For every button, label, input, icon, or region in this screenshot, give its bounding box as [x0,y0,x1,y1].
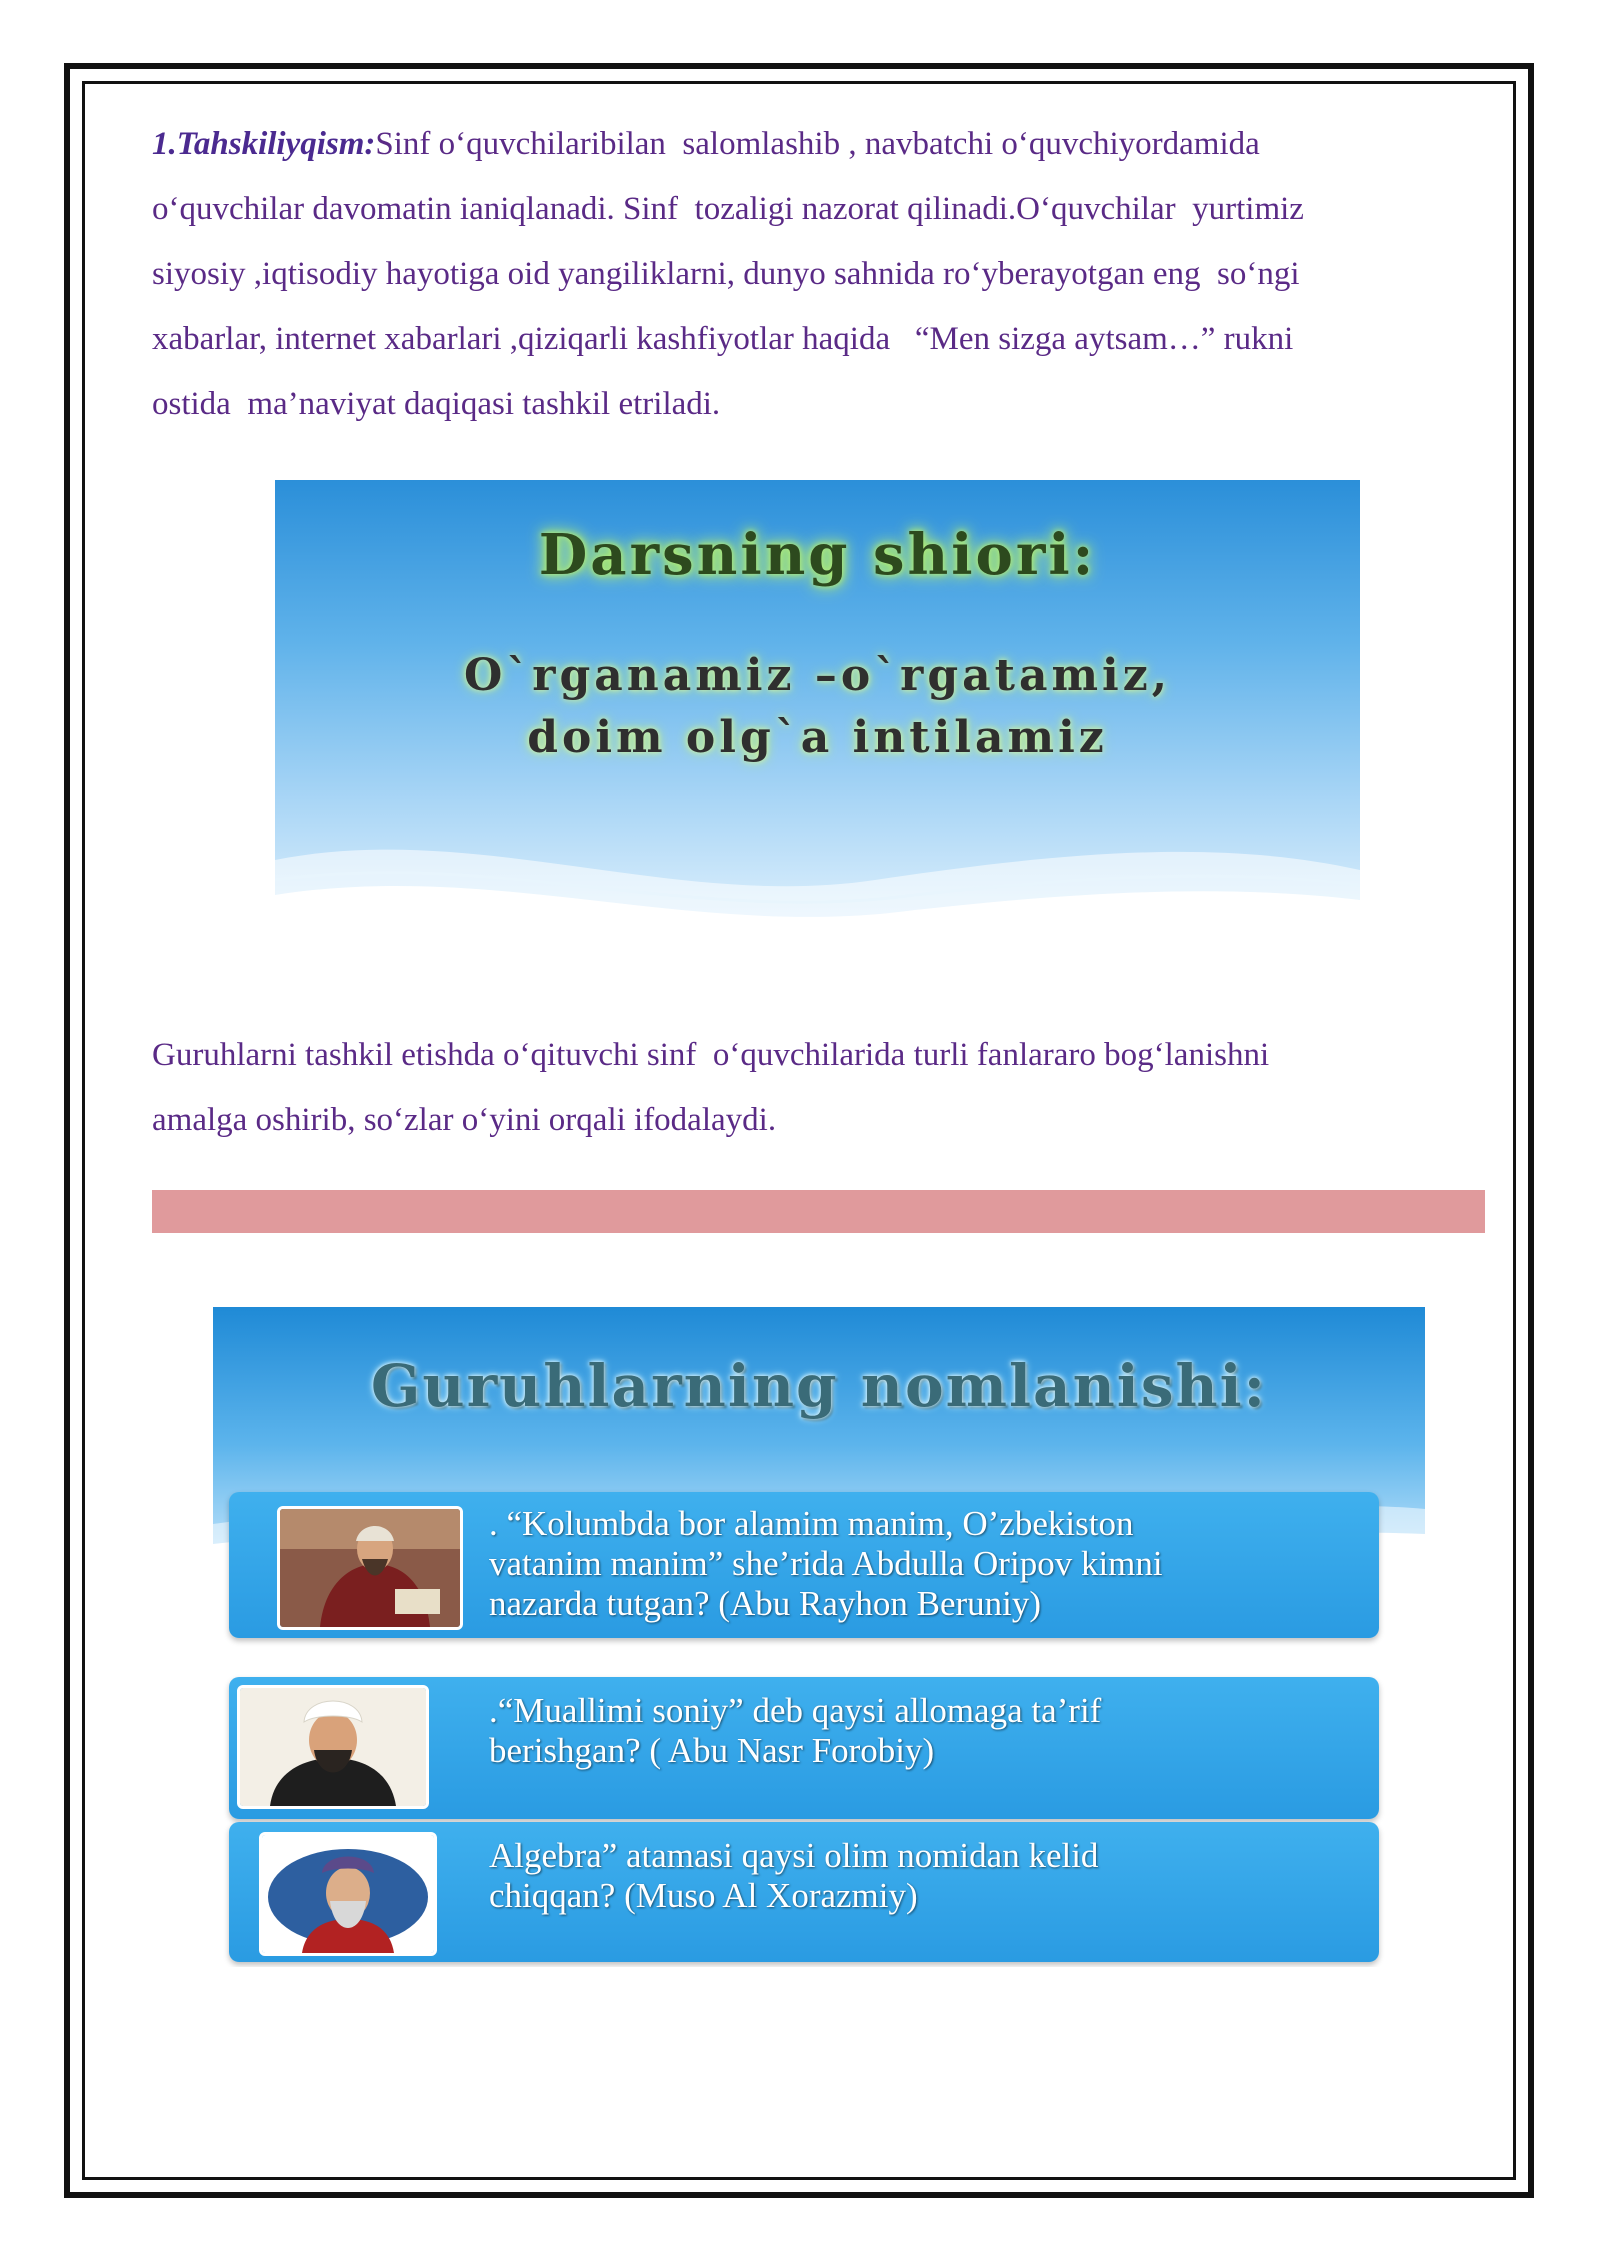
question-text [489,1836,1359,1916]
question-card [229,1492,1379,1638]
intro-line: o‘quvchilar davomatin ianiqlanadi. Sinf tozaligi nazorat qilinadi.O‘quvchilar yurtimiz [152,191,1304,227]
question-text [489,1504,1359,1624]
intro-line: siyosiy ,iqtisodiy hayotiga oid yangiliklarni, dunyo sahnida ro‘yberayotgan eng so‘ngi [152,256,1300,292]
scholar-portrait-icon [237,1685,429,1809]
question-line: . “Kolumbda bor alamim manim, O’zbekiston [489,1504,1134,1543]
intro-line: ostida ma’naviyat daqiqasi tashkil etriladi. [152,386,721,422]
groups-slide-title: Guruhlarning nomlanishi: [370,1352,1268,1420]
question-card [229,1677,1379,1819]
groups-line: Guruhlarni tashkil etishda o‘qituvchi sinf o‘quvchilarida turli fanlararo bog‘lanishni [152,1037,1270,1073]
question-line: Algebra” atamasi qaysi olim nomidan kelid [489,1836,1099,1875]
motto-title: Darsning shiori: [538,522,1097,588]
motto-slide [275,480,1360,940]
intro-line: Sinf o‘quvchilaribilan salomlashib , navbatchi o‘quvchiyordamida [375,126,1260,162]
scholar-portrait-icon [259,1832,437,1956]
motto-line-2: doim olg`a intilamiz [527,712,1108,763]
question-line: nazarda tutgan? (Abu Rayhon Beruniy) [489,1584,1042,1623]
question-text [489,1691,1359,1771]
question-line: chiqqan? (Muso Al Xorazmiy) [489,1876,918,1915]
intro-line: xabarlar, internet xabarlari ,qiziqarli kashfiyotlar haqida “Men sizga aytsam…” rukni [152,321,1294,357]
groups-line: amalga oshirib, so‘zlar o‘yini orqali ifodalaydi. [152,1102,777,1138]
question-line: vatanim manim” she’rida Abdulla Oripov kimni [489,1544,1163,1583]
question-card [229,1822,1379,1962]
intro-paragraph [152,112,1492,437]
motto-line-1: O`rganamiz –o`rgatamiz, [463,650,1172,701]
groups-paragraph [152,1023,1492,1153]
scholar-portrait-icon [277,1506,463,1630]
divider-bar [152,1190,1485,1233]
wave-decoration [275,800,1360,940]
question-line: berishgan? ( Abu Nasr Forobiy) [489,1731,935,1770]
question-line: .“Muallimi soniy” deb qaysi allomaga ta’rif [489,1691,1102,1730]
groups-slide [213,1307,1425,1967]
intro-lead: 1.Tahskiliyqism: [152,126,376,162]
